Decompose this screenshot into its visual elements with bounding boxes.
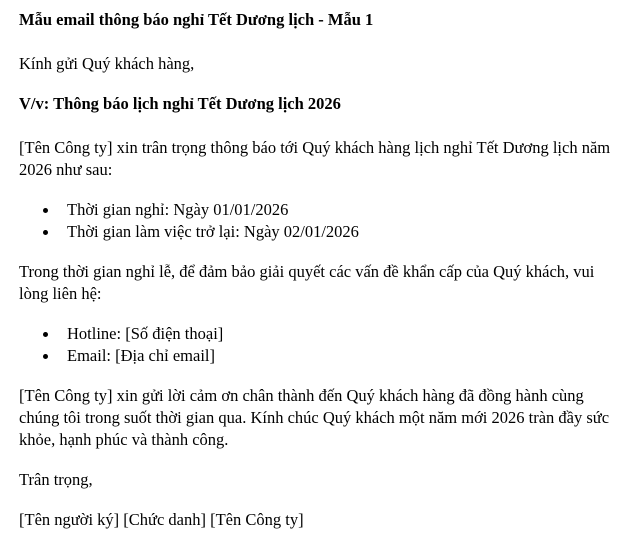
document-title: Mẫu email thông báo nghỉ Tết Dương lịch - Mẫu 1 — [19, 10, 374, 29]
closing: Trân trọng, — [19, 470, 93, 489]
schedule-item-return: Thời gian làm việc trở lại: Ngày 02/01/2026 — [67, 221, 624, 243]
schedule-item-day-off: Thời gian nghỉ: Ngày 01/01/2026 — [67, 199, 624, 221]
email-template-document — [19, 9, 624, 531]
schedule-list — [19, 199, 624, 243]
contact-intro-paragraph: Trong thời gian nghỉ lễ, để đảm bảo giải quyết các vấn đề khẩn cấp của Quý khách, vui lòng liên hệ: — [19, 262, 595, 303]
signature: [Tên người ký] [Chức danh] [Tên Công ty] — [19, 510, 304, 529]
contact-list — [19, 323, 624, 367]
intro-paragraph: [Tên Công ty] xin trân trọng thông báo tới Quý khách hàng lịch nghỉ Tết Dương lịch năm 2026 như sau: — [19, 138, 611, 179]
contact-item-hotline: Hotline: [Số điện thoại] — [67, 323, 624, 345]
thanks-paragraph: [Tên Công ty] xin gửi lời cảm ơn chân thành đến Quý khách hàng đã đồng hành cùng chúng tôi trong suốt thời gian qua. Kính chúc Quý khách một năm mới 2026 tràn đầy sức khỏe, hạnh phúc và thành công. — [19, 386, 610, 449]
greeting: Kính gửi Quý khách hàng, — [19, 54, 195, 73]
subject-line: V/v: Thông báo lịch nghỉ Tết Dương lịch 2026 — [19, 94, 341, 113]
contact-item-email: Email: [Địa chỉ email] — [67, 345, 624, 367]
